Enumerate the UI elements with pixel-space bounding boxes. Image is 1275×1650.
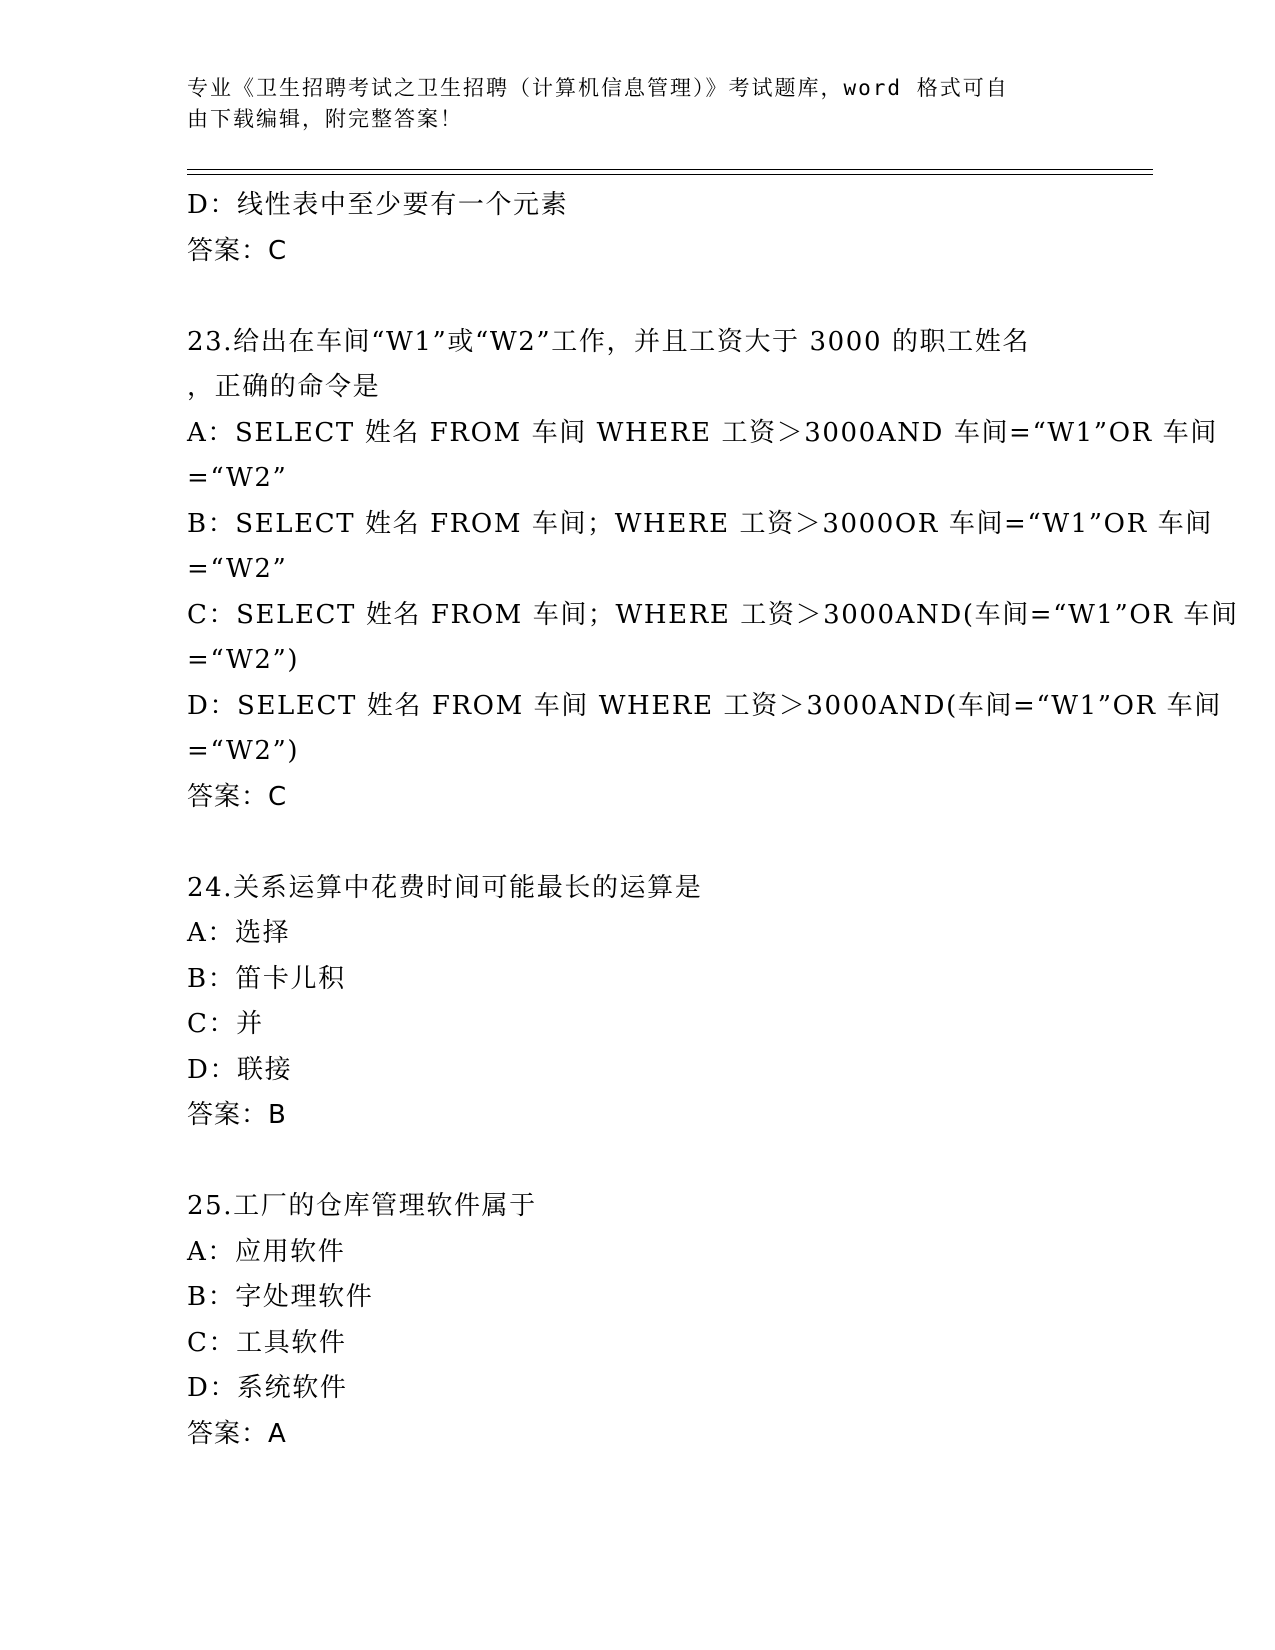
question-24 xyxy=(187,866,1147,1139)
document-page xyxy=(187,70,1239,1457)
question-content xyxy=(187,183,1239,1457)
spacer xyxy=(187,1139,1147,1185)
spacer xyxy=(187,274,1147,320)
q24-stem: 24.关系运算中花费时间可能最长的运算是 xyxy=(187,872,703,903)
q23-option-c-line-2: =“W2”) xyxy=(187,645,300,675)
q24-option-b: B：笛卡儿积 xyxy=(187,963,346,994)
header-line-1: 专业《卫生招聘考试之卫生招聘（计算机信息管理）》考试题库，word 格式可自 xyxy=(187,76,1009,100)
question-23 xyxy=(187,320,1239,821)
q23-option-d-line-2: =“W2”) xyxy=(187,736,300,766)
q23-option-b-line-2: =“W2” xyxy=(187,554,288,584)
q25-option-c: C：工具软件 xyxy=(187,1327,347,1358)
q24-option-c: C：并 xyxy=(187,1009,264,1039)
q23-stem-line-2: ，正确的命令是 xyxy=(187,372,381,402)
q23-option-a-line-1: A：SELECT 姓名 FROM 车间 WHERE 工资＞3000AND 车间=“W1”OR 车间 xyxy=(187,417,1218,448)
q23-option-b-line-1: B：SELECT 姓名 FROM 车间；WHERE 工资＞3000OR 车间=“W1”OR 车间 xyxy=(187,508,1213,539)
q23-answer: 答案：C xyxy=(187,781,288,812)
header-divider xyxy=(187,169,1153,175)
q25-option-b: B：字处理软件 xyxy=(187,1282,374,1312)
question-25 xyxy=(187,1184,1147,1457)
q25-stem: 25.工厂的仓库管理软件属于 xyxy=(187,1191,537,1221)
q23-stem-line-1: 23.给出在车间“W1”或“W2”工作，并且工资大于 3000 的职工姓名 xyxy=(187,326,1030,357)
q24-option-a: A：选择 xyxy=(187,918,291,948)
q25-option-a: A：应用软件 xyxy=(187,1236,346,1267)
spacer xyxy=(187,820,1147,866)
prev-option-d: D：线性表中至少要有一个元素 xyxy=(187,190,569,220)
prev-answer: 答案：C xyxy=(187,235,288,266)
q25-answer: 答案：A xyxy=(187,1418,287,1449)
header-line-2: 由下载编辑，附完整答案！ xyxy=(187,107,463,131)
q23-option-d-line-1: D：SELECT 姓名 FROM 车间 WHERE 工资＞3000AND(车间=“W1”OR 车间 xyxy=(187,690,1222,721)
q24-option-d: D：联接 xyxy=(187,1054,293,1085)
q23-option-a-line-2: =“W2” xyxy=(187,463,288,493)
q25-option-d: D：系统软件 xyxy=(187,1373,348,1403)
document-header xyxy=(187,73,1067,135)
q23-option-c-line-1: C：SELECT 姓名 FROM 车间；WHERE 工资＞3000AND(车间=“W1”OR 车间 xyxy=(187,599,1239,630)
q24-answer: 答案：B xyxy=(187,1100,287,1130)
